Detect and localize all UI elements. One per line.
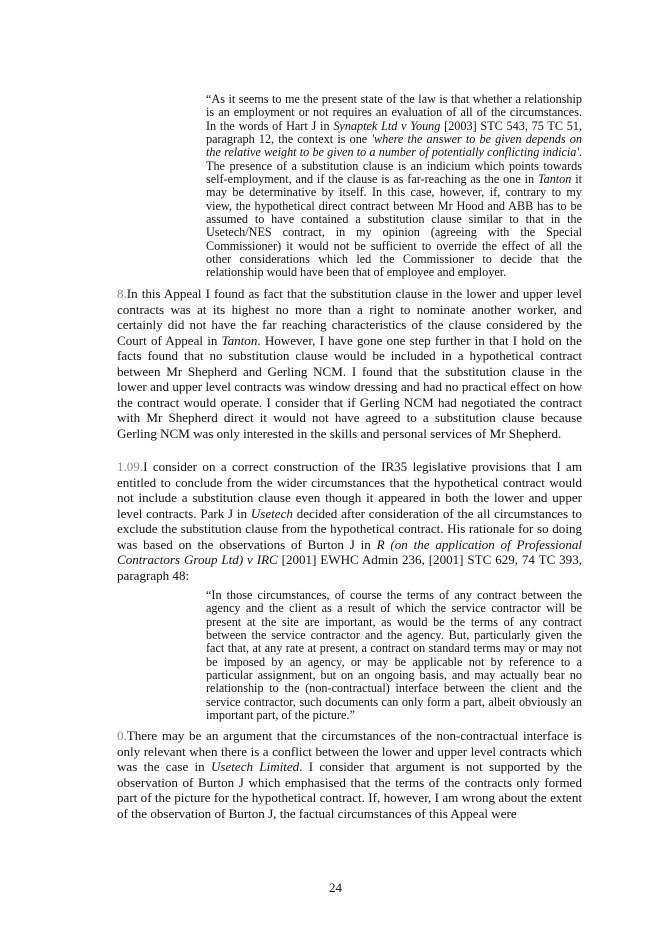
italic-quotation: 'where the answer to be given depends on the relative weight to be given to a number of potentially conflicting indicia' [206, 132, 582, 160]
paragraph-8: 8.In this Appeal I found as fact that the substitution clause in the lower and upper level contracts was at its highest no more than a right to nominate another worker, and certainly did not have the far reaching characteristics of the clause considered by the Court of Appeal in Tanton. However, I have gone one step further in that I hold on the facts found that no substitution clause would be included in a hypothetical contract between Mr Shepherd and Gerling NCM. I found that the substitution clause in the lower and upper level contracts was window dressing and had no practical effect on how the contract would operate. I consider that if Gerling NCM had negotiated the contract with Mr Shepherd direct it would not have agreed to a substitution clause because Gerling NCM was only interested in the skills and personal services of Mr Shepherd. [117, 286, 582, 441]
quote-hart-synaptek: “As it seems to me the present state of the law is that whether a relationship is an employment or not requires an evaluation of all of the circumstances. In the words of Hart J in Synaptek Ltd v Young [2003] STC 543, 75 TC 51, paragraph 12, the context is one 'where the answer to be given depends on the relative weight to be given to a number of potentially conflicting indicia'. The presence of a substitution clause is an indicium which points towards self-employment, and if the clause is as far-reaching as the one in Tanton it may be determinative by itself. In this case, however, if, contrary to my view, the hypothetical direct contract between Mr Hood and ABB has to be assumed to have contained a substitution clause similar to that in the Usetech/NES contract, in my opinion (agreeing with the Special Commissioner) it would not be sufficient to override the effect of all the other considerations which led the Commissioner to decide that the relationship would have been that of employee and employer. [206, 92, 582, 280]
case-citation: Usetech [250, 505, 293, 521]
case-citation: Tanton [221, 332, 258, 348]
page-number: 24 [329, 880, 342, 895]
case-citation: Synaptek Ltd v Young [333, 118, 441, 133]
paragraph-number: 8. [117, 286, 127, 301]
quote-burton-j: “In those circumstances, of course the terms of any contract between the agency and the client as a result of which the service contractor will be present at the site are important, as would be the terms of any contract between the service contractor and the agency. But, particularly given the fact that, at any rate at present, a contract on standard terms may or may not be imposed by an agency, or may be applicable not by reference to a particular assignment, but on an ongoing basis, and may actually bear no relationship to the (non-contractual) interface between the client and the service contractor, such documents can only form a part, albeit obviously an important part, of the picture.” [206, 588, 582, 723]
case-citation: Tanton [537, 172, 572, 187]
paragraph-number: 1.09. [117, 459, 144, 474]
paragraph-10: 0.There may be an argument that the circumstances of the non-contractual interface is only relevant when there is a conflict between the lower and upper level contracts which was the case in Usetech Limited. I consider that argument is not supported by the observation of Burton J which emphasised that the terms of the contracts only formed part of the picture for the hypothetical contract. If, however, I am wrong about the extent of the observation of Burton J, the factual circumstances of this Appeal were [117, 728, 583, 821]
case-citation: Usetech Limited [211, 759, 300, 775]
paragraph-number: 0. [117, 728, 127, 743]
paragraph-9: 1.09.I consider on a correct construction of the IR35 legislative provisions that I am entitled to conclude from the wider circumstances that the hypothetical contract would not include a substitution clause even though it appeared in both the lower and upper level contracts. Park J in Usetech decided after consideration of the all circumstances to exclude the substitution clause from the hypothetical contract. His rationale for so doing was based on the observations of Burton J in R (on the application of Professional Contractors Group Ltd) v IRC [2001] EWHC Admin 236, [2001] STC 629, 74 TC 393, paragraph 48: [117, 459, 582, 583]
case-citation: R (on the application of Professional Contractors Group Ltd) v IRC [117, 536, 582, 568]
